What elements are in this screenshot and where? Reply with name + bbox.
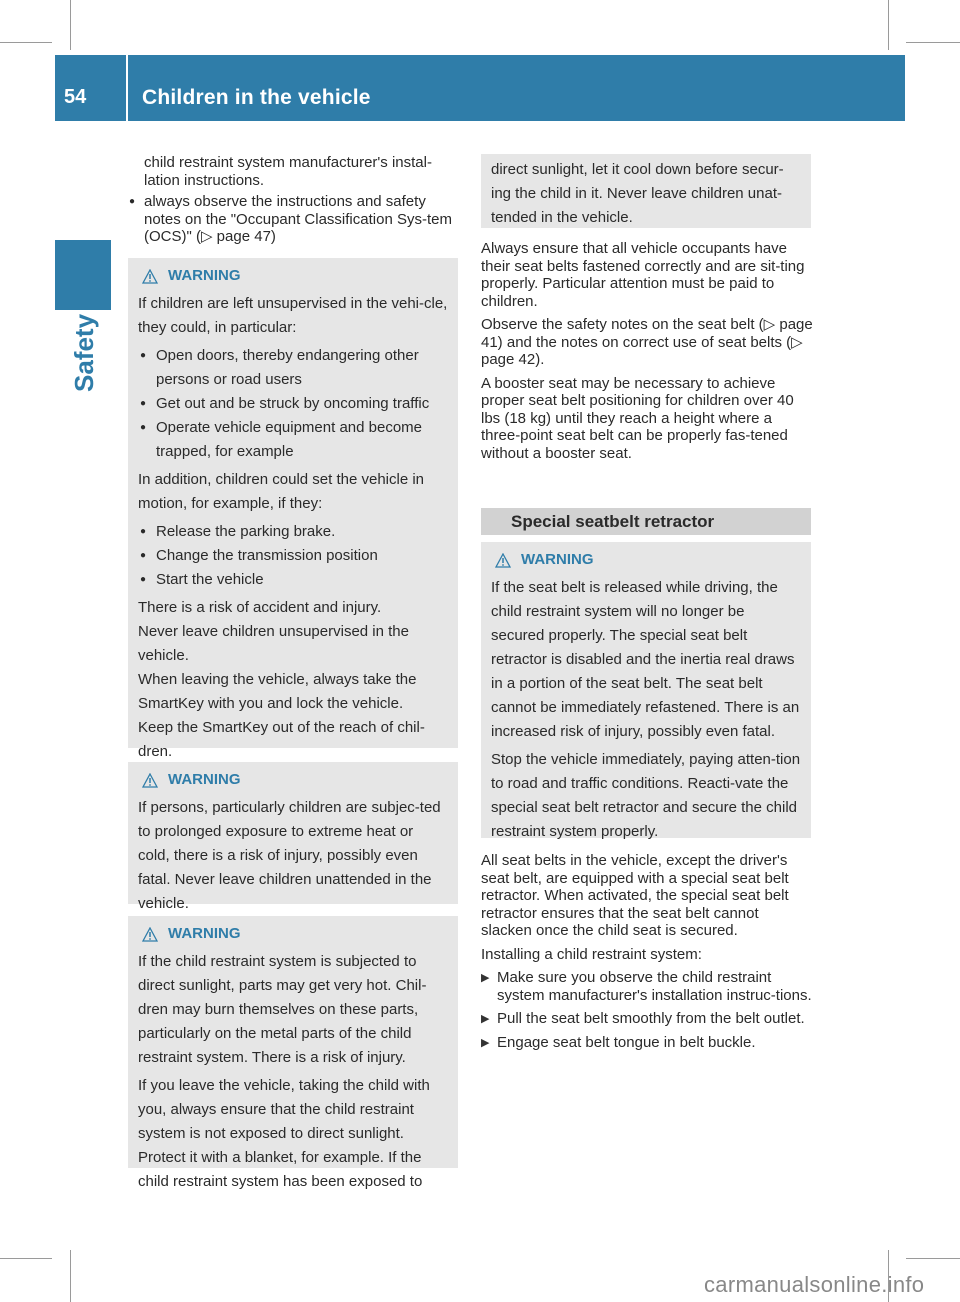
- list-item: ● Operate vehicle equipment and become trapped, for example: [138, 416, 448, 464]
- body-paragraph: All seat belts in the vehicle, except the driver's seat belt, are equipped with a special seat belt retractor. When activated, the special seat belt retractor ensures that the seat belt cannot slacken once the child seat is secured.: [481, 852, 789, 939]
- body-paragraph: A booster seat may be necessary to achieve proper seat belt positioning for children over 40 lbs (18 kg) until they reach a height where a three-point seat belt can be properly fas-tened without a booster seat.: [481, 374, 794, 462]
- warning-box-heat: [128, 762, 458, 912]
- list-item: ● Change the transmission position: [138, 544, 448, 568]
- warning-text: If persons, particularly children are subjec-ted to prolonged exposure to extreme heat or cold, there is a risk of injury, possibly even fatal. Never leave children unattended in the vehicle.: [138, 799, 441, 912]
- warning-header: [138, 924, 448, 944]
- body-paragraph: Installing a child restraint system:: [481, 945, 702, 963]
- warning-title: WARNING: [168, 267, 241, 284]
- warning-text: Keep the SmartKey out of the reach of chil-dren.: [138, 719, 425, 760]
- step-item: ▶ Make sure you observe the child restraint system manufacturer's installation instruc-tions.: [481, 969, 813, 1004]
- warning-header: [138, 770, 448, 790]
- left-intro: [128, 154, 458, 250]
- list-item: ● Release the parking brake.: [138, 520, 448, 544]
- warning-text: If you leave the vehicle, taking the child with you, always ensure that the child restraint system is not exposed to direct sunlight. Protect it with a blanket, for example. If the child restraint system has been exposed to: [138, 1077, 430, 1190]
- crop-mark: [0, 1258, 52, 1259]
- warning-bullets: [138, 520, 448, 592]
- side-tab-label: Safety: [69, 313, 99, 392]
- right-body: [481, 240, 813, 468]
- right-lower-body: [481, 852, 813, 1057]
- warning-text: If the child restraint system is subjected to direct sunlight, parts may get very hot. Chil-dren may burn themselves on these parts, particularly on the metal parts of the child restraint system. There is a risk of injury.: [138, 953, 427, 1066]
- warning-text: direct sunlight, let it cool down before secur-ing the child in it. Never leave children unat-tended in the vehicle.: [491, 161, 784, 226]
- warning-box-continued: [481, 154, 811, 228]
- list-item: ● Get out and be struck by oncoming traffic: [138, 392, 448, 416]
- crop-mark: [906, 42, 960, 43]
- warning-text: If children are left unsupervised in the vehi-cle, they could, in particular:: [138, 295, 448, 336]
- list-item: ● Open doors, thereby endangering other persons or road users: [138, 344, 448, 392]
- crop-mark: [70, 1250, 71, 1302]
- warning-text: In addition, children could set the vehicle in motion, for example, if they:: [138, 471, 425, 512]
- warning-box-unsupervised: [128, 258, 458, 760]
- section-heading: Special seatbelt retractor: [511, 512, 715, 531]
- warning-title: WARNING: [168, 771, 241, 788]
- warning-text: When leaving the vehicle, always take the SmartKey with you and lock the vehicle.: [138, 671, 417, 712]
- warning-box-sunlight: [128, 916, 458, 1190]
- crop-mark: [70, 0, 71, 50]
- crop-mark: [888, 0, 889, 50]
- intro-bullets: [128, 193, 458, 246]
- body-paragraph: Observe the safety notes on the seat belt (▷ page 41) and the notes on correct use of seat belts (▷ page 42).: [481, 316, 813, 368]
- chapter-title: Children in the vehicle: [142, 86, 371, 109]
- warning-text: If the seat belt is released while driving, the child restraint system will no longer be secured properly. The special seat belt retractor is disabled and the inertia real draws in a portion of the seat belt. The seat belt cannot be immediately refastened. There is an increased risk of injury, possibly even fatal.: [491, 579, 800, 740]
- warning-header: [491, 550, 801, 570]
- watermark[interactable]: carmanualsonline.info: [704, 1272, 925, 1297]
- crop-mark: [0, 42, 52, 43]
- warning-bullets: [138, 344, 448, 464]
- warning-triangle-icon: [142, 927, 158, 942]
- warning-text: There is a risk of accident and injury.: [138, 599, 382, 616]
- warning-triangle-icon: [495, 553, 511, 568]
- instruction-steps: [481, 969, 813, 1051]
- step-item: ▶ Pull the seat belt smoothly from the belt outlet.: [481, 1010, 813, 1028]
- warning-title: WARNING: [168, 925, 241, 942]
- step-item: ▶ Engage seat belt tongue in belt buckle.: [481, 1034, 813, 1052]
- warning-triangle-icon: [142, 773, 158, 788]
- continued-text: child restraint system manufacturer's instal-lation instructions.: [144, 154, 432, 189]
- warning-text: Never leave children unsupervised in the vehicle.: [138, 623, 409, 664]
- list-item: ● always observe the instructions and safety notes on the "Occupant Classification Sys-tem (OCS)" (▷ page 47): [128, 193, 458, 246]
- body-paragraph: Always ensure that all vehicle occupants have their seat belts fastened correctly and are sit-ting properly. Particular attention must be paid to children.: [481, 240, 805, 310]
- warning-text: Stop the vehicle immediately, paying atten-tion to road and traffic conditions. Reacti-vate the special seat belt retractor and secure the child restraint system properly.: [491, 751, 801, 840]
- crop-mark: [906, 1258, 960, 1259]
- warning-title: WARNING: [521, 551, 594, 568]
- warning-triangle-icon: [142, 269, 158, 284]
- warning-header: [138, 266, 448, 286]
- warning-box-retractor: [481, 542, 811, 838]
- header-divider: [126, 55, 128, 121]
- page-number: 54: [64, 86, 87, 108]
- list-item: ● Start the vehicle: [138, 568, 448, 592]
